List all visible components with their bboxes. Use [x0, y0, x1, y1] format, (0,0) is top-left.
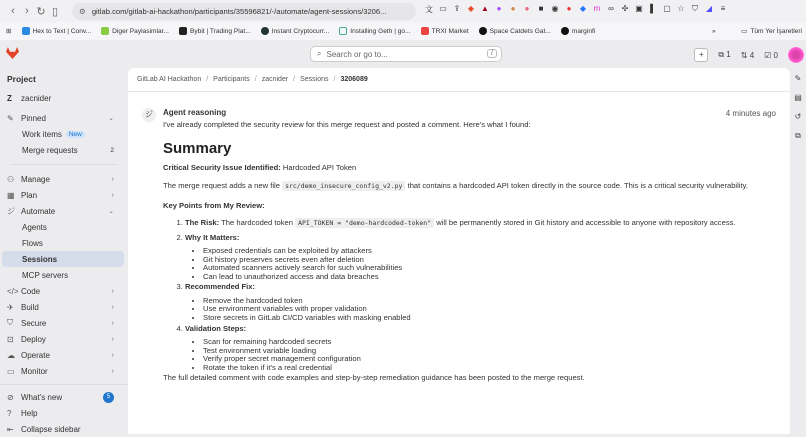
label: Agents — [22, 222, 47, 232]
collapse-icon: ⇤ — [7, 424, 14, 434]
summary-heading: Summary — [163, 139, 232, 157]
chevron-right-icon: › — [111, 319, 114, 327]
gitlab-header — [0, 40, 806, 68]
issues-count: 1 — [726, 50, 731, 59]
breadcrumb: GitLab AI Hackathon / Participants / zacnider / Sessions / 3206089 — [128, 68, 790, 92]
whats-new-button[interactable] — [0, 389, 124, 405]
cast-icon[interactable]: ▭ — [439, 4, 447, 13]
sidebar-item-agents[interactable] — [0, 219, 124, 235]
label: Automate — [21, 206, 56, 216]
critical-label: Critical Security Issue Identified: — [163, 162, 281, 172]
label: Work items — [22, 129, 62, 139]
wallet-icon[interactable]: ▢ — [663, 4, 671, 13]
label: Operate — [21, 350, 50, 360]
breadcrumb-item[interactable]: GitLab AI Hackathon — [137, 76, 202, 83]
bullet: • Git history preserves secrets even after deletion — [203, 256, 782, 265]
breadcrumb-current: 3206089 — [340, 76, 368, 83]
chevron-right-icon: › — [111, 287, 114, 295]
cloud-icon: ☁ — [7, 350, 15, 360]
automate-icon: ジ — [7, 206, 15, 216]
sidebar-item-secure[interactable] — [0, 315, 124, 331]
sidebar-item-flows[interactable] — [0, 235, 124, 251]
search-shortcut: / — [487, 49, 497, 58]
bullet: • Store secrets in GitLab CI/CD variables with masking enabled — [203, 314, 782, 323]
todo-count: 0 — [773, 50, 778, 60]
browser-toolbar — [0, 0, 806, 22]
outro-text: The full detailed comment with code examples and step-by-step remediation guidance has been posted to the merge request. — [163, 372, 585, 382]
bullet: • Exposed credentials can be exploited by attackers — [203, 247, 782, 256]
sidebar-item-code[interactable] — [0, 283, 124, 299]
breadcrumb-item[interactable]: zacnider — [261, 76, 289, 83]
project-name: zacnider — [21, 93, 52, 103]
bullet: • Can lead to unauthorized access and data breaches — [203, 273, 782, 282]
bullet: • Scan for remaining hardcoded secrets — [203, 338, 782, 347]
text: that contains a hardcoded API token directly in the source code. This is a critical security vulnerability. — [407, 181, 748, 190]
sidebar-item-build[interactable] — [0, 299, 124, 315]
brave-rewards-icon[interactable]: ▲ — [481, 4, 489, 13]
project-avatar: Z — [7, 93, 12, 103]
list-item — [185, 282, 782, 322]
sidebar-item-mcp-servers[interactable] — [0, 267, 124, 283]
search-input[interactable] — [310, 46, 502, 62]
all-bookmarks[interactable] — [741, 27, 802, 35]
intro-text: I've already completed the security review for this merge request and posted a comment. Here's what I found: — [163, 120, 531, 129]
breadcrumb-item[interactable]: Participants — [213, 76, 250, 83]
comment-icon[interactable]: ▤ — [794, 93, 802, 102]
label: Merge requests — [22, 145, 78, 155]
agent-message — [142, 108, 782, 382]
timestamp: 4 minutes ago — [725, 109, 776, 118]
bullet: • Test environment variable loading — [203, 347, 782, 356]
extension-icon[interactable]: m — [593, 4, 601, 13]
create-new-button[interactable]: + — [694, 48, 708, 62]
calendar-icon: ▦ — [7, 190, 15, 200]
label: MCP servers — [22, 270, 69, 280]
new-badge: New — [66, 131, 85, 138]
pin-icon: ✎ — [7, 113, 14, 123]
compass-icon: ⊘ — [7, 392, 14, 402]
forward-icon[interactable]: › — [25, 5, 29, 17]
manage-icon: ⚇ — [7, 174, 15, 184]
ai-icon[interactable]: ◢ — [705, 4, 713, 13]
bookmark-label: Hex to Text | Conv... — [32, 27, 92, 35]
divider — [10, 164, 118, 165]
extension-icon[interactable]: ● — [566, 4, 572, 13]
chevron-right-icon: › — [111, 303, 114, 311]
label: Secure — [21, 318, 47, 328]
address-bar[interactable] — [72, 3, 416, 20]
chevron-right-icon: › — [111, 367, 114, 375]
sidebar-item-sessions[interactable] — [2, 251, 124, 267]
folder-icon: ▭ — [741, 28, 748, 35]
sidebar — [0, 68, 128, 434]
chevron-down-icon: ⌄ — [108, 208, 114, 215]
bookmark[interactable] — [22, 27, 92, 35]
label: Plan — [21, 190, 38, 200]
url-text: gitlab.com/gitlab-ai-hackathon/participants/35596821/-/automate/agent-sessions/3206... — [91, 7, 387, 16]
collapse-sidebar-button[interactable] — [0, 421, 124, 437]
brave-shield-icon[interactable]: ◆ — [467, 4, 475, 13]
label: Manage — [21, 174, 50, 184]
issues-button[interactable]: ⧉ 1 — [718, 50, 731, 59]
label: Monitor — [21, 366, 48, 376]
description — [163, 181, 782, 192]
chevron-right-icon: › — [111, 175, 114, 183]
bookmark-label: Installing Geth | go... — [350, 27, 411, 35]
back-icon[interactable]: ‹ — [11, 5, 15, 17]
bookmark[interactable] — [179, 27, 251, 35]
list-item — [185, 218, 782, 229]
bookmark[interactable] — [101, 27, 169, 35]
text: will be permanently stored in Git history and accessible to anyone with repository access. — [436, 218, 736, 227]
whats-new-count: 5 — [103, 392, 114, 403]
sidebar-item-work-items[interactable] — [0, 126, 124, 142]
label: Build — [21, 302, 39, 312]
bookmark-label: Space Catdets Gat... — [489, 27, 551, 35]
all-bookmarks-label: Tüm Yer İşaretleri — [750, 27, 802, 35]
extensions-bar — [424, 4, 728, 15]
help-icon: ? — [7, 408, 12, 418]
extension-icon[interactable]: ◉ — [551, 4, 559, 13]
right-toolbar — [790, 68, 806, 434]
label: Code — [21, 286, 41, 296]
agent-icon: ジ — [142, 108, 156, 122]
item-label: The Risk: — [185, 218, 220, 227]
gitlab-logo-icon[interactable] — [6, 47, 19, 59]
bookmark-label: marginfi — [571, 27, 596, 35]
sidebar-item-merge-requests[interactable] — [0, 142, 124, 158]
sidebar-item-automate[interactable] — [0, 203, 124, 219]
extension-icon[interactable]: ● — [510, 4, 516, 13]
pinned-label: Pinned — [21, 113, 46, 123]
vpn-icon[interactable]: ⛉ — [692, 4, 698, 13]
bullet: • Remove the hardcoded token — [203, 297, 782, 306]
search-placeholder: Search or go to... — [326, 49, 388, 59]
history-icon[interactable]: ↺ — [794, 112, 802, 121]
bullet: • Automated scanners actively search for such vulnerabilities — [203, 264, 782, 273]
extension-icon[interactable]: ∞ — [608, 4, 614, 13]
label: Flows — [22, 238, 43, 248]
extension-icon[interactable]: ● — [496, 4, 502, 13]
item-label: Why It Matters: — [185, 232, 240, 242]
mr-count: 2 — [110, 146, 114, 154]
item-label: Validation Steps: — [185, 323, 247, 333]
label: What's new — [21, 392, 63, 402]
bookmark[interactable] — [261, 27, 330, 35]
user-avatar[interactable] — [788, 47, 804, 63]
search-icon: ⌕ — [317, 49, 322, 58]
shield-icon: ⛉ — [7, 318, 13, 327]
breadcrumb-item[interactable]: Sessions — [300, 76, 329, 83]
file-path-code: src/demo_insecure_config_v2.py — [282, 181, 405, 191]
label: Deploy — [21, 334, 46, 344]
message-author: Agent reasoning — [163, 108, 227, 117]
text: The merge request adds a new file — [163, 181, 280, 190]
star-icon[interactable]: ☆ — [677, 4, 685, 13]
label: Sessions — [22, 254, 58, 264]
sidebar-pinned[interactable] — [0, 110, 124, 126]
more-bookmarks-icon[interactable]: » — [712, 27, 716, 35]
sidebar-item-manage[interactable] — [0, 171, 124, 187]
sidebar-icon[interactable]: ▌ — [650, 4, 656, 13]
apps-icon[interactable]: ⊞ — [6, 28, 12, 35]
sidebar-item-monitor[interactable] — [0, 363, 124, 379]
chevron-right-icon: › — [111, 335, 114, 343]
label: Help — [21, 408, 38, 418]
extension-icon[interactable]: ◆ — [579, 4, 587, 13]
help-button[interactable] — [0, 405, 124, 421]
critical-text: Hardcoded API Token — [282, 162, 357, 172]
bullet: • Rotate the token if it's a real credential — [203, 364, 782, 373]
sidebar-item-plan[interactable] — [0, 187, 124, 203]
bullet: • Use environment variables with proper validation — [203, 305, 782, 314]
sidebar-title: Project — [7, 74, 36, 84]
reload-icon[interactable]: ↻ — [36, 5, 46, 18]
list-item — [185, 233, 782, 282]
site-settings-icon[interactable]: ⚙ — [79, 7, 86, 16]
share-icon[interactable]: ⇪ — [453, 4, 461, 13]
bookmark[interactable] — [421, 27, 469, 35]
deploy-icon: ⊡ — [7, 334, 14, 344]
item-label: Recommended Fix: — [185, 282, 256, 292]
extension-icon[interactable]: ▣ — [635, 4, 643, 13]
bookmark[interactable] — [561, 27, 595, 35]
code-icon: </> — [7, 286, 19, 296]
bookmarks-bar — [0, 22, 806, 40]
main-content — [128, 68, 790, 434]
bookmark-label: Instant Cryptocurr... — [271, 27, 330, 35]
label: Collapse sidebar — [21, 424, 81, 434]
token-code: API_TOKEN = "demo-hardcoded-token" — [295, 218, 434, 228]
sidebar-footer — [0, 384, 128, 434]
list-item — [185, 324, 782, 373]
sidebar-item-deploy[interactable] — [0, 331, 124, 347]
key-points-list — [185, 218, 782, 373]
critical-line — [163, 163, 782, 173]
bookmark-label: Diger Paylasimlar... — [112, 27, 169, 35]
merge-requests-button[interactable]: ⇅ 4 — [740, 50, 755, 60]
sidebar-project[interactable] — [0, 90, 124, 106]
chevron-down-icon: ⌄ — [108, 115, 114, 122]
bullet: • Verify proper secret management configuration — [203, 355, 782, 364]
translate-icon[interactable]: 文 — [425, 5, 433, 14]
bookmark[interactable] — [479, 27, 551, 35]
sidebar-item-operate[interactable] — [0, 347, 124, 363]
edit-icon[interactable]: ✎ — [794, 74, 802, 83]
rocket-icon: ✈ — [7, 302, 14, 312]
mr-count: 4 — [749, 50, 755, 60]
key-points-heading: Key Points from My Review: — [163, 200, 265, 210]
bookmark[interactable] — [339, 27, 410, 35]
monitor-icon: ▭ — [7, 366, 15, 376]
menu-icon[interactable]: ≡ — [720, 4, 726, 13]
puzzle-icon[interactable]: ✣ — [621, 4, 629, 13]
chevron-right-icon: › — [111, 351, 114, 359]
metamask-icon[interactable]: ● — [524, 4, 530, 13]
copy-icon[interactable]: ⧉ — [795, 131, 801, 140]
bookmark-label: Bybit | Trading Plat... — [189, 27, 251, 35]
text: The hardcoded token — [221, 218, 293, 227]
extension-icon[interactable]: ■ — [538, 4, 544, 13]
bookmark-label: TRXI Market — [431, 27, 469, 35]
bookmark-icon[interactable]: ▯ — [51, 5, 59, 18]
chevron-right-icon: › — [111, 191, 114, 199]
todos-button[interactable]: ☑ 0 — [764, 50, 778, 60]
